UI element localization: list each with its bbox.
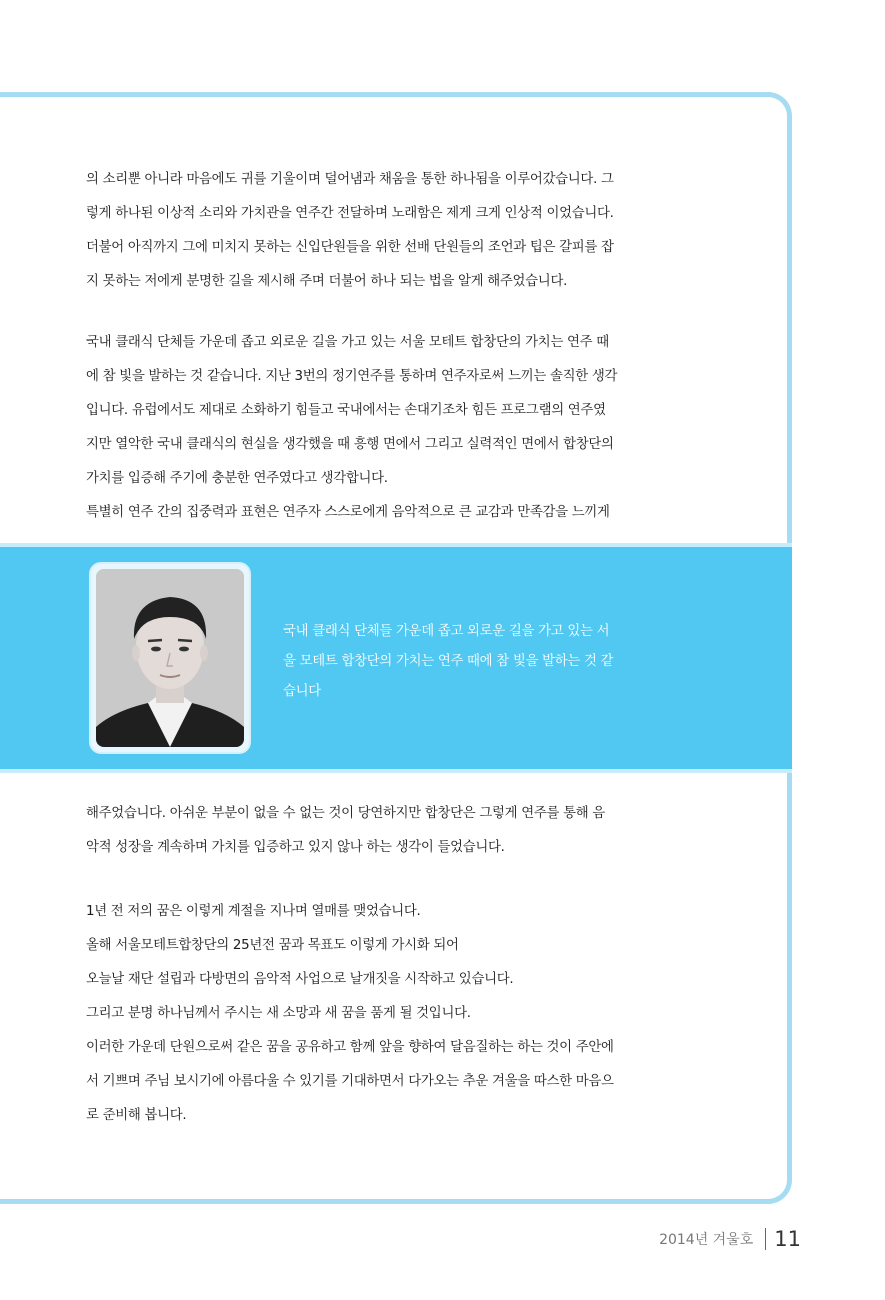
- page-footer: [659, 1227, 801, 1251]
- body-paragraph-3: [86, 797, 656, 865]
- page-number: 11: [774, 1227, 801, 1251]
- body-line: 오늘날 재단 설립과 다방면의 음악적 사업으로 날개짓을 시작하고 있습니다.: [86, 972, 514, 987]
- portrait-photo-frame: [89, 562, 251, 754]
- footer-divider: [765, 1228, 766, 1250]
- body-line: 그리고 분명 하나님께서 주시는 새 소망과 새 꿈을 품게 될 것입니다.: [86, 1006, 471, 1021]
- body-line: 로 준비해 봅니다.: [86, 1108, 187, 1123]
- issue-label: 2014년 겨울호: [659, 1232, 754, 1248]
- body-line: 지만 열악한 국내 클래식의 현실을 생각했을 때 흥행 면에서 그리고 실력적인 면에서 합창단의: [86, 437, 614, 452]
- body-line: 해주었습니다. 아쉬운 부분이 없을 수 없는 것이 당연하지만 합창단은 그렇게 연주를 통해 음: [86, 806, 605, 821]
- body-line: 특별히 연주 간의 집중력과 표현은 연주자 스스로에게 음악적으로 큰 교감과 만족감을 느끼게: [86, 505, 610, 520]
- body-line: 지 못하는 저에게 분명한 길을 제시해 주며 더불어 하나 되는 법을 알게 해주었습니다.: [86, 274, 568, 289]
- body-line: 에 참 빛을 발하는 것 같습니다. 지난 3번의 정기연주를 통하며 연주자로써 느끼는 솔직한 생각: [86, 369, 618, 384]
- body-line: 가치를 입증해 주기에 충분한 연주였다고 생각합니다.: [86, 471, 388, 486]
- body-paragraph-4: [86, 895, 656, 1133]
- body-line: 서 기쁘며 주님 보시기에 아름다울 수 있기를 기대하면서 다가오는 추운 겨울을 따스한 마음으: [86, 1074, 614, 1089]
- body-paragraph-1: [86, 163, 656, 299]
- body-line: 올해 서울모테트합창단의 25년전 꿈과 목표도 이렇게 가시화 되어: [86, 938, 459, 953]
- body-line: 더불어 아직까지 그에 미치지 못하는 신입단원들을 위한 선배 단원들의 조언과 팁은 갈피를 잡: [86, 240, 614, 255]
- pull-quote-line: 국내 클래식 단체들 가운데 좁고 외로운 길을 가고 있는 서: [283, 624, 610, 639]
- pull-quote-text: [283, 617, 655, 707]
- body-line: 이러한 가운데 단원으로써 같은 꿈을 공유하고 함께 앞을 향하여 달음질하는 하는 것이 주안에: [86, 1040, 614, 1055]
- portrait-photo: [96, 569, 244, 747]
- body-paragraph-2: [86, 326, 656, 530]
- body-line: 악적 성장을 계속하며 가치를 입증하고 있지 않나 하는 생각이 들었습니다.: [86, 840, 505, 855]
- body-line: 렇게 하나된 이상적 소리와 가치관을 연주간 전달하며 노래함은 제게 크게 인상적 이었습니다.: [86, 206, 614, 221]
- portrait-illustration: [96, 569, 244, 747]
- body-line: 1년 전 저의 꿈은 이렇게 계절을 지나며 열매를 맺었습니다.: [86, 904, 421, 919]
- pull-quote-line: 울 모테트 합창단의 가치는 연주 때에 참 빛을 발하는 것 같: [283, 654, 614, 669]
- body-line: 의 소리뿐 아니라 마음에도 귀를 기울이며 덜어냄과 채움을 통한 하나됨을 이루어갔습니다. 그: [86, 172, 614, 187]
- pull-quote-line: 습니다: [283, 684, 321, 699]
- body-line: 입니다. 유럽에서도 제대로 소화하기 힘들고 국내에서는 손대기조차 힘든 프로그램의 연주였: [86, 403, 606, 418]
- body-line: 국내 클래식 단체들 가운데 좁고 외로운 길을 가고 있는 서울 모테트 합창단의 가치는 연주 때: [86, 335, 609, 350]
